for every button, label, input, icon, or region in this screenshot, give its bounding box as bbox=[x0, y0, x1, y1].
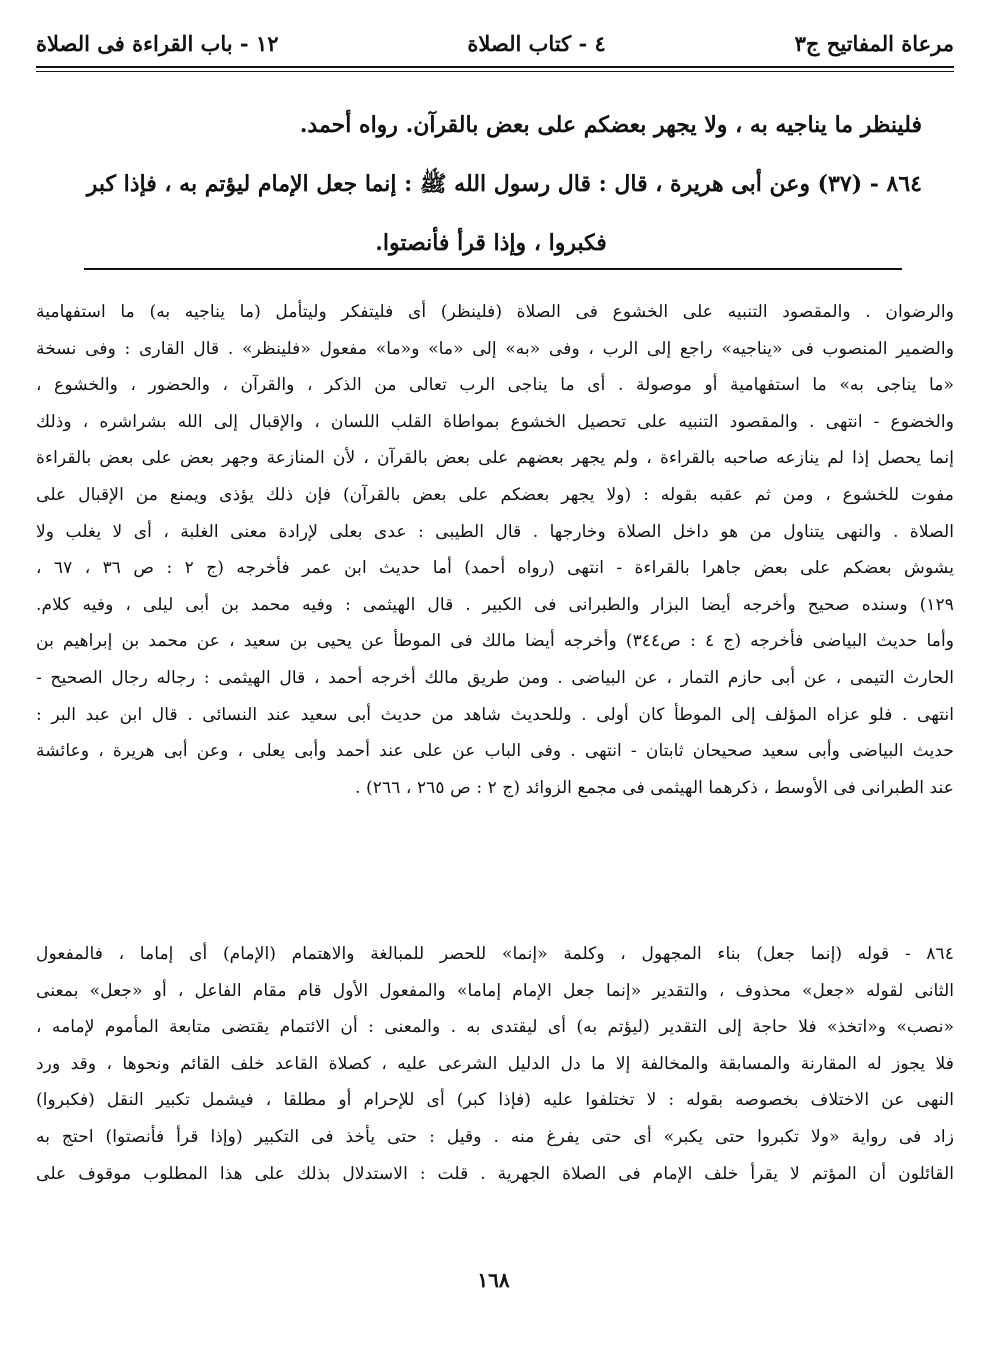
running-header bbox=[36, 24, 954, 62]
header-book-title: مرعاة المفاتيح ج٣ bbox=[794, 30, 954, 56]
commentary-line: النهى عن الاختلاف بخصوصه بقوله : لا تختلفوا عليه (فإذا كبر) أى للإحرام أو مطلقا ، فيشمل تكبير النقل (فكبروا) bbox=[36, 1090, 954, 1111]
header-rule-thin bbox=[36, 71, 954, 72]
commentary-line: عند الطبرانى فى الأوسط ، ذكرهما الهيثمى فى مجمع الزوائد (ج ٢ : ص ٢٦٥ ، ٢٦٦) . bbox=[355, 777, 954, 798]
commentary-line: فلا يجوز له المقارنة والمسابقة والمخالفة إلا ما دل الدليل الشرعى عليه ، كصلاة القاعد خلف القائم ونحوها ، وقد ورد bbox=[36, 1053, 954, 1074]
commentary-line: القائلون أن المؤتم لا يقرأ خلف الإمام فى الصلاة الجهرية . قلت : الاستدلال بذلك على هذا المطلوب موقوف على bbox=[36, 1163, 954, 1184]
commentary-line: انتهى . فلو عزاه المؤلف إلى الموطأ كان أولى . وللحديث شاهد من حديث أبى سعيد عند النسائى . قال ابن عبد البر : bbox=[36, 704, 954, 725]
commentary-line: ١٢٩) وسنده صحيح وأخرجه أيضا البزار والطبرانى فى الكبير . قال الهيثمى : وفيه محمد بن أبى ليلى ، وفيه كلام. bbox=[36, 594, 954, 615]
commentary-line: مفوت للخشوع ، ومن ثم عقبه بقوله : (ولا يجهر بعضكم على بعض بالقرآن) فإن ذلك يؤذى ويمنع من الإقبال على bbox=[36, 484, 954, 505]
commentary-line: زاد فى رواية «ولا تكبروا حتى يكبر» أى حتى يفرغ منه . وقيل : حتى يأخذ فى التكبير (وإذا قرأ فأنصتوا) احتج به bbox=[36, 1126, 954, 1147]
commentary-block-1 bbox=[36, 294, 954, 806]
commentary-line: والخضوع - انتهى . والمقصود التنبيه على تحصيل الخشوع بمواطاة القلب اللسان ، والإقبال إلى الله بشراشره ، وذلك bbox=[36, 411, 954, 432]
commentary-line: وأما حديث البياضى فأخرجه (ج ٤ : ص٣٤٤) وأخرجه أيضا مالك فى الموطأ عن يحيى بن سعيد ، عن محمد بن إبراهيم بن bbox=[36, 631, 954, 652]
hadith-line: فكبروا ، وإذا قرأ فأنصتوا. bbox=[375, 230, 607, 256]
commentary-line: حديث البياضى وأبى سعيد صحيحان ثابتان - انتهى . وفى الباب عن على عند أحمد وأبى يعلى ، وعن أبى هريرة ، وعائشة bbox=[36, 741, 954, 762]
hadith-line: ٨٦٤ - (٣٧) وعن أبى هريرة ، قال : قال رسول الله ﷺ : إنما جعل الإمام ليؤتم به ، فإذا كبر bbox=[86, 171, 922, 197]
commentary-line: الحارث التيمى ، عن أبى حازم التمار ، عن البياضى . ومن طريق مالك أخرجه أحمد ، قال الهيثمى : رجاله رجال الصحيح - bbox=[36, 667, 954, 688]
separator-rule bbox=[84, 268, 902, 270]
commentary-line: الصلاة . والنهى يتناول من هو داخل الصلاة وخارجها . قال الطيبى : عدى بعلى لإرادة معنى الغلبة ، أى لا يغلب ولا bbox=[36, 521, 954, 542]
page-number: ١٦٨ bbox=[477, 1268, 510, 1292]
commentary-line: ٨٦٤ - قوله (إنما جعل) بناء المجهول ، وكلمة «إنما» للحصر للمبالغة والاهتمام (الإمام) أى إماما ، فالمفعول bbox=[36, 944, 954, 964]
commentary-line: «نصب» و«اتخذ» فلا حاجة إلى التقدير (ليؤتم به) أى ليقتدى به . والمعنى : أن الائتمام يقتضى متابعة المأموم لإمامه ، bbox=[36, 1017, 954, 1038]
commentary-line: والضمير المنصوب فى «يناجيه» راجع إلى الرب ، وفى «به» إلى «ما» و«ما» مفعول «فلينظر» . قال القارى : وفى نسخة bbox=[36, 338, 954, 359]
commentary-block-2 bbox=[36, 936, 954, 1192]
hadith-text bbox=[60, 96, 922, 273]
header-bab-title: ١٢ - باب القراءة فى الصلاة bbox=[36, 30, 279, 56]
commentary-line: «ما يناجى به» ما استفهامية أو موصولة . أى ما يناجى الرب تعالى من الذكر ، والقرآن ، والحضور ، والخشوع ، bbox=[36, 375, 954, 396]
hadith-line: فلينظر ما يناجيه به ، ولا يجهر بعضكم على بعض بالقرآن. رواه أحمد. bbox=[299, 112, 922, 138]
commentary-line: الثانى لقوله «جعل» محذوف ، والتقدير «إنما جعل الإمام إماما» والمفعول الأول قام مقام الفاعل ، أو «جعل» بمعنى bbox=[36, 980, 954, 1001]
commentary-line: يشوش بعضكم على بعض جاهرا بالقراءة - انتهى (رواه أحمد) أما حديث ابن عمر فأخرجه (ج ٢ : ص ٣٦ ، ٦٧ ، bbox=[36, 558, 954, 579]
commentary-line: إنما يحصل إذا لم ينازعه صاحبه بالقراءة ، ولم يجهر بعضهم على بعض بالقرآن ، لأن المنازعة وجهر بعض على بعض بالقراءة bbox=[36, 448, 954, 469]
header-rule bbox=[36, 66, 954, 68]
commentary-line: والرضوان . والمقصود التنبيه على الخشوع فى الصلاة (فلينظر) أى فليتفكر وليتأمل (ما يناجيه به) ما استفهامية bbox=[36, 302, 954, 322]
header-kitab-title: ٤ - كتاب الصلاة bbox=[467, 30, 606, 56]
